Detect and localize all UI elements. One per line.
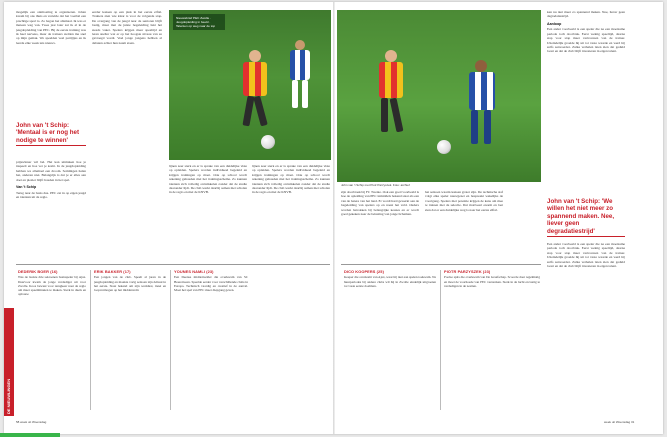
body-text: prijswinner wil bel. Het kan uitmaken hoe je inspeelt en hoe ver je komt. In de jeugdopleiding hebben we allemaal een droom. Sommigen halen het, anderen niet. Belangrijk is dat je er alles aan doet en plezier blijft houden in het spel.: [16, 160, 86, 182]
magazine-spread: [4, 2, 663, 434]
profile-text: Was de laatste drie seizoenen basisspeler bij Ajax. Daarvoor kwam de jonge verdediger uit voor Zwolle. Koos bewust voor terugkeer naar de regio om meer speelminuten te maken. Sterk in duels en opbouw.: [18, 275, 86, 297]
profile-text: Een Deense middenvelder die overkwam van SC Heerenveen. Speelde eerder voor verschillende clubs in Europa. Technisch vaardig en creatief in de aanval. Moet het spel van PEC meer diepgang geven.: [174, 275, 248, 293]
body-text: eerder kansen op een plek in het eerste elftal. Trainers zien wie klaar is voor de volgende stap. De overgang van de jeugd naar de senioren blijft lastig, maar met de juiste begeleiding lukt het steeds vaker. Spelers krijgen meer speeltijd en leren sneller wat er op het hoogste niveau van ze gevraagd wordt. Veel jonge jongens hebben al debuten achter hun naam staan.: [92, 10, 162, 45]
pull-quote-text: John van 't Schip: 'Mentaal is er nog het nodige te winnen': [16, 122, 80, 144]
column-separator: [440, 270, 441, 410]
new-players-banner: DE NIEUWLINGEN: [4, 308, 14, 416]
page-footer-right: week uit Woensdag 31: [604, 420, 635, 424]
viewer-progress-bar: [0, 433, 60, 437]
body-text: lijnen zeer sterk en er is sprake van een duidelijke visie op opleiden. Spelers worden individueel begeleid en krijgen trainingen op maat. Ook op school wordt rekening gehouden met het trainingsschema. Zo kunnen talenten zich volledig ontwikkelen zonder dat de studie daaronder lijdt. De club werkt daarbij samen met scholen in de regio en met de KNVB.: [252, 164, 330, 195]
football: [437, 140, 451, 154]
profile-name: DICO KOOPERS (25): [344, 270, 384, 274]
profile-text: Keeper die overkomt van Ajax, waar hij niet aan spelen toekwam. Na huurperiodes bij andere clubs wil hij in Zwolle eindelijk uitgroeien tot vaste eerste doelman.: [344, 275, 436, 288]
right-article-column-3b: [547, 242, 625, 412]
pull-quote: [547, 198, 625, 240]
player-profile: [18, 270, 86, 410]
profile-name: YOUNES NAMLI (23): [174, 270, 214, 274]
body-text: Een ander voorbeeld is een speler die na een moeizame periode toch doorbrak. Eerst weinig speeltijd, daarna stap voor stap meer vertrouwen van de trainer. Uiteindelijk groeide hij uit tot vaste waarde en werd hij zelfs aanvoerder. Zulke verhalen laten zien dat geduld loont en dat de club blijft investeren in eigen talent.: [547, 27, 625, 54]
body-text: mogelijk een ontmoeting te organiseren. Johan kwam bij ons thuis en vertelde dat het voetbal een prachtige sport is. Zo begon het allemaal. Ik was er meteen weg van. Twee jaar later zat ik al in de jeugdopleiding van PEC. Bij de eerste training was ik heel nerveus, maar de trainers stelden me snel op mijn gemak. We speelden veel partijtjes en ik leerde elke week iets nieuws.: [16, 10, 86, 45]
football: [261, 135, 275, 149]
player-profile: [444, 270, 540, 410]
page-footer-left: 58 week uit Woensdag: [16, 420, 47, 424]
body-text: ken nu niet meer zo spannend maken. Nee, liever geen degradatiestrijd.: [547, 10, 625, 19]
subheading: Van 't Schip: [16, 185, 37, 190]
photo-caption: John van 't Schip met Piotr Parzyszek. Foto: archief: [341, 183, 410, 187]
left-article-column-3: [169, 164, 247, 242]
body-text: lijnen zeer sterk en er is sprake van een duidelijke visie op opleiden. Spelers worden individueel begeleid en krijgen trainingen op maat. Ook op school wordt rekening gehouden met het trainingsschema. Zo kunnen talenten zich volledig ontwikkelen zonder dat de studie daaronder lijdt. De club werkt daarbij samen met scholen in de regio en met de KNVB.: [169, 164, 247, 195]
profile-text: Poolse spits die overkwam van De Graafschap. Scoorde daar regelmatig en moet de voorhoede van PEC versterken. Sterk in de lucht en lastig te verdedigen in de zestien.: [444, 275, 540, 288]
profile-text: Een jongen van de club. Speelt al jaren in de jeugdopleiding en maakte vorig seizoen zijn debuut in het eerste. Staat bekend om zijn werklust, inzet en loopvermogen op het middenveld.: [94, 275, 166, 293]
column-separator: [90, 270, 91, 410]
pull-quote: [16, 122, 86, 149]
left-article-column-2: [92, 10, 162, 240]
player-profile: [94, 270, 166, 410]
match-photo-right: [337, 10, 541, 182]
photo-caption-box: Nieuwsbrief PEC Zwolle · Jeugdopleiding in beeld · Talenten op weg naar de top: [173, 14, 225, 30]
pull-quote-text: John van 't Schip: 'We willen het niet meer zo spannend maken. Nee, liever geen degradatiestrijd': [547, 198, 615, 235]
profile-name: ERIK BAKKER (17): [94, 270, 131, 274]
player-profile: [174, 270, 248, 410]
pull-quote-rule: [16, 145, 86, 146]
left-article-column-1b: [16, 160, 86, 238]
body-text: zijn doorbraak bij FC Twente. Ook een goed voorbeeld is hoe de opleiding van PEC inmiddels bekend staat als een van de betere van het land. Er wordt hard gewerkt aan de begeleiding van spelers op en naast het veld. Ouders worden betrokken bij belangrijke keuzes en er wordt goed gekeken naar de belasting van jonge lichamen.: [341, 190, 419, 217]
section-divider: [16, 264, 330, 265]
subheading: Aanloop: [547, 21, 562, 26]
pull-quote-rule: [547, 236, 625, 237]
profile-name: PIOTR PARZYSZEK (23): [444, 270, 491, 274]
body-text: het seizoen waarin kansen groter zijn. De technische staf volgt elke speler nauwgezet en bespreekt wekelijks de voortgang. Spelers met potentie krijgen de kans om mee te trainen met de selectie. Dat motiveert enorm en laat zien dat er een duidelijke weg is naar het eerste elftal.: [425, 190, 503, 212]
profile-name: DEDERIK BOER (16): [18, 270, 58, 274]
right-article-column-3: [547, 10, 625, 200]
left-article-column-4: [252, 164, 330, 242]
body-text: Terug naar de basis dus. PEC zet in op eigen jeugd en talenten uit de regio.: [16, 190, 86, 200]
match-photo-left: [169, 10, 331, 160]
section-divider: [341, 264, 541, 265]
player-profile: [344, 270, 436, 410]
page-gutter: [333, 2, 335, 434]
column-separator: [170, 270, 171, 410]
body-text: Een ander voorbeeld is een speler die na een moeizame periode toch doorbrak. Eerst weinig speeltijd, daarna stap voor stap meer vertrouwen van de trainer. Uiteindelijk groeide hij uit tot vaste waarde en werd hij zelfs aanvoerder. Zulke verhalen laten zien dat geduld loont en dat de club blijft investeren in eigen talent.: [547, 242, 625, 269]
